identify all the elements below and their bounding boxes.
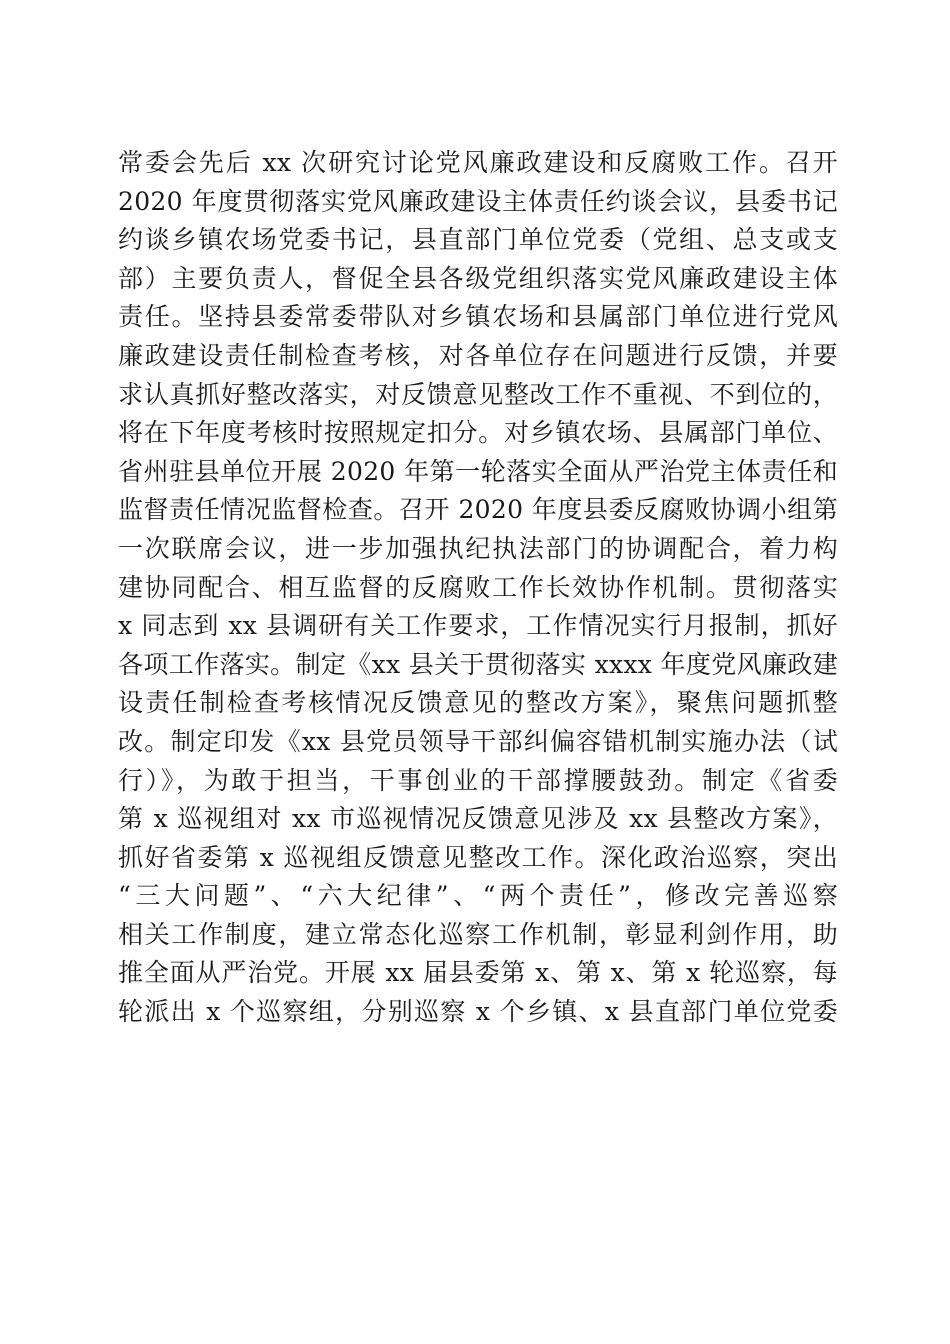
text-line: 轮派出 x 个巡察组，分别巡察 x 个乡镇、x 县直部门单位党委: [118, 997, 838, 1027]
text-line: “三大问题”、“六大纪律”、“两个责任”，修改完善巡察: [118, 881, 838, 911]
text-line: 责任。坚持县委常委带队对乡镇农场和县属部门单位进行党风: [118, 302, 838, 332]
text-line: 一次联席会议，进一步加强执纪执法部门的协调配合，着力构: [118, 533, 838, 563]
text-line: x 同志到 xx 县调研有关工作要求，工作情况实行月报制，抓好: [118, 611, 838, 641]
text-line: 第 x 巡视组对 xx 市巡视情况反馈意见涉及 xx 县整改方案》，: [118, 804, 838, 834]
text-line: 推全面从严治党。开展 xx 届县委第 x、第 x、第 x 轮巡察，每: [118, 958, 838, 988]
body-paragraph: [118, 144, 838, 1032]
text-line: 2020 年度贯彻落实党风廉政建设主体责任约谈会议，县委书记: [118, 186, 838, 216]
text-line: 行）》，为敢于担当，干事创业的干部撑腰鼓劲。制定《省委: [118, 765, 838, 795]
text-line: 建协同配合、相互监督的反腐败工作长效协作机制。贯彻落实: [118, 572, 838, 602]
text-line: 设责任制检查考核情况反馈意见的整改方案》，聚焦问题抓整: [118, 688, 838, 718]
text-line: 廉政建设责任制检查考核，对各单位存在问题进行反馈，并要: [118, 340, 838, 370]
text-line: 相关工作制度，建立常态化巡察工作机制，彰显利剑作用，助: [118, 919, 838, 949]
text-line: 部）主要负责人，督促全县各级党组织落实党风廉政建设主体: [118, 263, 838, 293]
text-line: 监督责任情况监督检查。召开 2020 年度县委反腐败协调小组第: [118, 495, 838, 525]
text-line: 省州驻县单位开展 2020 年第一轮落实全面从严治党主体责任和: [118, 456, 838, 486]
text-line: 求认真抓好整改落实，对反馈意见整改工作不重视、不到位的，: [118, 379, 838, 409]
text-line: 常委会先后 xx 次研究讨论党风廉政建设和反腐败工作。召开: [118, 148, 838, 177]
text-line: 改。制定印发《xx 县党员领导干部纠偏容错机制实施办法（试: [118, 726, 838, 756]
text-line: 将在下年度考核时按照规定扣分。对乡镇农场、县属部门单位、: [118, 418, 838, 448]
text-line: 各项工作落实。制定《xx 县关于贯彻落实 xxxx 年度党风廉政建: [118, 649, 838, 679]
text-line: 抓好省委第 x 巡视组反馈意见整改工作。深化政治巡察，突出: [118, 842, 838, 872]
text-line: 约谈乡镇农场党委书记，县直部门单位党委（党组、总支或支: [118, 225, 838, 255]
